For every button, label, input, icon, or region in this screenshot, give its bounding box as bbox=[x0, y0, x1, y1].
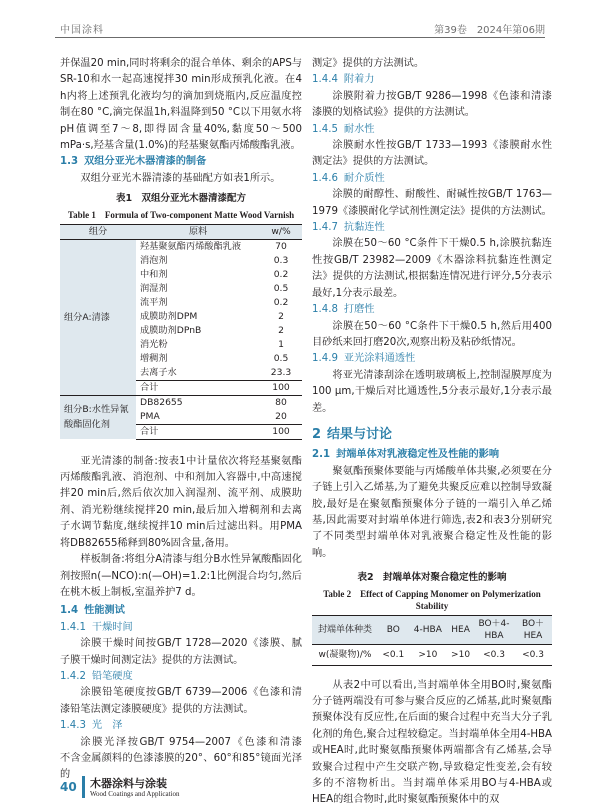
material-cell: 中和剂 bbox=[136, 268, 260, 282]
sample-paragraph: 样板制备:将组分A清漆与组分B水性异氰酸酯固化剂按照n(—NCO):n(—OH)=1.2:1比例混合均匀,然后在桃木板上制板,室温养护7 d。 bbox=[60, 554, 302, 598]
section-title: 耐水性 bbox=[343, 123, 375, 135]
material-cell: 消泡剂 bbox=[136, 254, 260, 268]
material-cell: 合计 bbox=[136, 380, 260, 395]
material-cell: 润湿剂 bbox=[136, 282, 260, 296]
section-number: 1.4.7 bbox=[312, 222, 338, 234]
right-column bbox=[312, 56, 563, 809]
section-1-4-7-heading bbox=[312, 220, 552, 236]
section-1-4-3-text: 涂膜光泽按GB/T 9754—2007《色漆和清漆 不含金属颜料的色漆漆膜的20°、60°和85°镜面光泽的 bbox=[60, 736, 313, 781]
table-cell: w(凝聚物)/% bbox=[312, 644, 378, 665]
table2-caption-cn: 表2 封端单体对聚合稳定性的影响 bbox=[357, 572, 507, 584]
section-number: 1.3 bbox=[60, 156, 79, 168]
section-1-4-9-text: 将亚光清漆刮涂在透明玻璃板上,控制湿膜厚度为100 μm,干燥后对比通透性,5分表示最好,1分表示最差。 bbox=[312, 369, 552, 414]
table-header-cell: 4-HBA bbox=[409, 615, 448, 644]
table-header-cell: 组分 bbox=[60, 224, 136, 239]
section-1-3-heading bbox=[60, 154, 302, 170]
material-cell: 流平剂 bbox=[136, 296, 260, 310]
section-1-4-4-text: 涂膜附着力按GB/T 9286—1998《色漆和清漆 漆膜的划格试验》提供的方法测试。 bbox=[312, 90, 563, 119]
section-1-3-text: 双组分亚光木器清漆的基础配方如表1所示。 bbox=[80, 172, 281, 184]
material-cell: 合计 bbox=[136, 424, 260, 439]
section-1-4-7-text: 涂膜在50～60 °C条件下干燥0.5 h,涂膜抗黏连性按GB/T 23982—2009《木器涂料抗黏连性测定法》提供的方法测试,根据黏连情况进行评分,5分表示最好,1分表示最差。 bbox=[312, 238, 552, 299]
group-label: 组分A:清漆 bbox=[60, 239, 136, 395]
footer-journal-en: Wood Coatings and Application bbox=[90, 790, 180, 798]
section-number: 1.4.6 bbox=[312, 172, 338, 184]
value-cell: 70 bbox=[260, 239, 302, 254]
section-title: 性能测试 bbox=[84, 605, 125, 617]
issue-info: 第39卷 2024年第06期 bbox=[434, 25, 545, 36]
section-title: 打磨性 bbox=[343, 304, 375, 316]
section-1-4-3-heading bbox=[60, 718, 302, 734]
section-title: 封端单体对乳液稳定性及性能的影响 bbox=[336, 449, 500, 461]
intro-paragraph: 并保温20 min,同时将剩余的混合单体、剩余的APS与SR-10和水一起高速搅拌30 min形成预乳化液。在4 h内将上述预乳化液均匀的滴加到烧瓶内,反应温度控制在80 °C,滴完保温1h,料温降到50 °C以下用氨水将pH值调至7～8,即得固含量40%,黏度50～500 mPa·s,羟基含量(1.0%)的羟基聚氨酯丙烯酸酯乳液。 bbox=[60, 58, 302, 152]
section-title: 亚光涂料通透性 bbox=[343, 353, 416, 365]
material-cell: PMA bbox=[136, 410, 260, 425]
value-cell: 80 bbox=[260, 395, 302, 410]
section-1-4-2-heading bbox=[60, 669, 302, 685]
value-cell: 0.3 bbox=[260, 254, 302, 268]
table-row bbox=[60, 239, 302, 254]
table-header-row bbox=[312, 615, 552, 644]
footer-journal-cn: 木器涂料与涂装 bbox=[90, 777, 167, 790]
table-row bbox=[60, 395, 302, 410]
section-number: 1.4 bbox=[60, 605, 79, 617]
value-cell: 2 bbox=[260, 324, 302, 338]
material-cell: 去离子水 bbox=[136, 366, 260, 381]
journal-name: 中国涂料 bbox=[60, 25, 104, 36]
section-number: 1.4.4 bbox=[312, 74, 338, 86]
section-1-4-1-text: 涂膜干燥时间按GB/T 1728—2020《漆膜、腻子膜干燥时间测定法》提供的方法测试。 bbox=[60, 638, 302, 666]
section-2-1-heading bbox=[312, 447, 552, 463]
table-header-cell: HEA bbox=[447, 615, 474, 644]
continued-text: 测定》提供的方法测试。 bbox=[312, 58, 425, 69]
section-1-4-6-text: 涂膜的耐醇性、耐酸性、耐碱性按GB/T 1763—1979《漆膜耐化学试剂性测定法》提供的方法测试。 bbox=[312, 189, 552, 217]
section-1-4-heading bbox=[60, 603, 302, 619]
section-title: 铅笔硬度 bbox=[91, 670, 133, 682]
material-cell: 成膜助剂DPM bbox=[136, 310, 260, 324]
section-1-4-2-text: 涂膜铅笔硬度按GB/T 6739—2006《色漆和清漆铅笔法测定漆膜硬度》提供的方法测试。 bbox=[60, 687, 302, 715]
section-1-4-6-heading bbox=[312, 171, 552, 187]
table2-caption-en: Table 2 Effect of Capping Monomer on Polymerization Stability bbox=[323, 588, 541, 611]
table-cell: <0.1 bbox=[378, 644, 409, 665]
page-footer bbox=[0, 758, 600, 808]
table-header-cell: 原料 bbox=[136, 224, 260, 239]
table-header-row bbox=[60, 224, 302, 239]
value-cell: 0.2 bbox=[260, 268, 302, 282]
page-header bbox=[0, 0, 600, 42]
value-cell: 23.3 bbox=[260, 366, 302, 381]
material-cell: 增稠剂 bbox=[136, 352, 260, 366]
table-cell: <0.3 bbox=[514, 644, 552, 665]
table-header-cell: BO bbox=[378, 615, 409, 644]
section-title: 耐介质性 bbox=[343, 172, 385, 184]
value-cell: 0.5 bbox=[260, 282, 302, 296]
table-header-cell: BO＋4-HBA bbox=[474, 615, 514, 644]
section-title: 附着力 bbox=[343, 74, 375, 86]
table1-caption-cn: 表1 双组分亚光木器清漆配方 bbox=[115, 193, 247, 205]
value-cell: 1 bbox=[260, 338, 302, 352]
section-number: 1.4.3 bbox=[60, 720, 86, 732]
section-number: 2 bbox=[312, 426, 322, 442]
value-cell: 0.2 bbox=[260, 296, 302, 310]
material-cell: 羟基聚氨酯丙烯酸酯乳液 bbox=[136, 239, 260, 254]
section-1-4-8-text: 涂膜在50～60 °C条件下干燥0.5 h,然后用400目砂纸来回打磨20次,观察出粉及粘砂纸情况。 bbox=[312, 320, 552, 348]
section-1-4-1-heading bbox=[60, 620, 302, 636]
section-number: 2.1 bbox=[312, 449, 331, 461]
material-cell: 消光粉 bbox=[136, 338, 260, 352]
table-cell: >10 bbox=[447, 644, 474, 665]
section-1-4-4-heading bbox=[312, 72, 552, 88]
footer-accent-bar bbox=[82, 776, 85, 798]
section-title: 双组分亚光木器清漆的制备 bbox=[84, 156, 207, 168]
table-header-cell: BO＋HEA bbox=[514, 615, 552, 644]
value-cell: 20 bbox=[260, 410, 302, 425]
section-number: 1.4.5 bbox=[312, 123, 338, 135]
value-cell: 2 bbox=[260, 310, 302, 324]
group-label: 组分B:水性异氰酸酯固化剂 bbox=[60, 395, 136, 439]
left-column bbox=[60, 56, 313, 784]
discussion-paragraph: 从表2中可以看出,当封端单体全用BO时,聚氨酯分子链两端没有可参与聚合反应的乙烯基,此时聚氨酯预聚体没有反应性,在后面的聚合过程中充当大分子乳化剂的角色,聚合过程较稳定。当封端单体全用4-HBA或HEA时,此时聚氨酯预聚体两端都含有乙烯基,会导致聚合过程中产生交联产物,导致稳定性变差,会有较多的不溶物析出。当封端单体采用BO与4-HBA或HEA的组合物时,此时聚氨酯预聚体中的双 bbox=[312, 679, 552, 806]
header-divider bbox=[55, 37, 545, 38]
section-1-4-9-heading bbox=[312, 351, 552, 367]
section-number: 1.4.1 bbox=[60, 621, 86, 633]
value-cell: 0.5 bbox=[260, 352, 302, 366]
section-1-4-5-text: 涂膜耐水性按GB/T 1733—1993《漆膜耐水性测定法》提供的方法测试。 bbox=[312, 140, 552, 168]
section-number: 1.4.8 bbox=[312, 304, 338, 316]
table-header-cell: w/% bbox=[260, 224, 302, 239]
page-number: 40 bbox=[60, 780, 77, 794]
section-title: 干燥时间 bbox=[91, 621, 133, 633]
table-row bbox=[312, 644, 552, 665]
table-cell: >10 bbox=[409, 644, 448, 665]
section-number: 1.4.9 bbox=[312, 353, 338, 365]
value-cell: 100 bbox=[260, 424, 302, 439]
capping-monomer-table bbox=[312, 615, 552, 666]
formula-table bbox=[60, 224, 302, 440]
section-title: 抗黏连性 bbox=[343, 222, 385, 234]
section-1-4-5-heading bbox=[312, 122, 552, 138]
section-2-heading bbox=[312, 427, 552, 443]
table1-caption-en: Table 1 Formula of Two-component Matte Wood Varnish bbox=[67, 209, 295, 220]
section-title: 结果与讨论 bbox=[327, 426, 393, 442]
material-cell: 成膜助剂DPnB bbox=[136, 324, 260, 338]
prep-paragraph: 亚光清漆的制备:按表1中计量依次将羟基聚氨酯丙烯酸酯乳液、消泡剂、中和剂加入容器中,中高速搅拌20 min后,然后依次加入润湿剂、流平剂、成膜助剂、消光粉继续搅拌20 min,最后加入增稠剂和去离子水调节黏度,继续搅拌10 min后过滤出料。用PMA将DB82655稀释到80%固含量,备用。 bbox=[60, 455, 302, 549]
table-cell: <0.3 bbox=[474, 644, 514, 665]
section-2-1-text: 聚氨酯预聚体要能与丙烯酸单体共聚,必须要在分子链上引入乙烯基,为了避免共聚反应难以控制导致凝胶,最好是在聚氨酯预聚体分子链的一端引入单乙烯基,因此需要对封端单体进行筛选,表2和表3分别研究了不同类型封端单体对乳液聚合稳定性及性能的影响。 bbox=[312, 465, 552, 559]
value-cell: 100 bbox=[260, 380, 302, 395]
section-title: 光 泽 bbox=[91, 720, 123, 732]
section-number: 1.4.2 bbox=[60, 670, 86, 682]
section-1-4-8-heading bbox=[312, 302, 552, 318]
material-cell: DB82655 bbox=[136, 395, 260, 410]
table-header-cell: 封端单体种类 bbox=[312, 615, 378, 644]
